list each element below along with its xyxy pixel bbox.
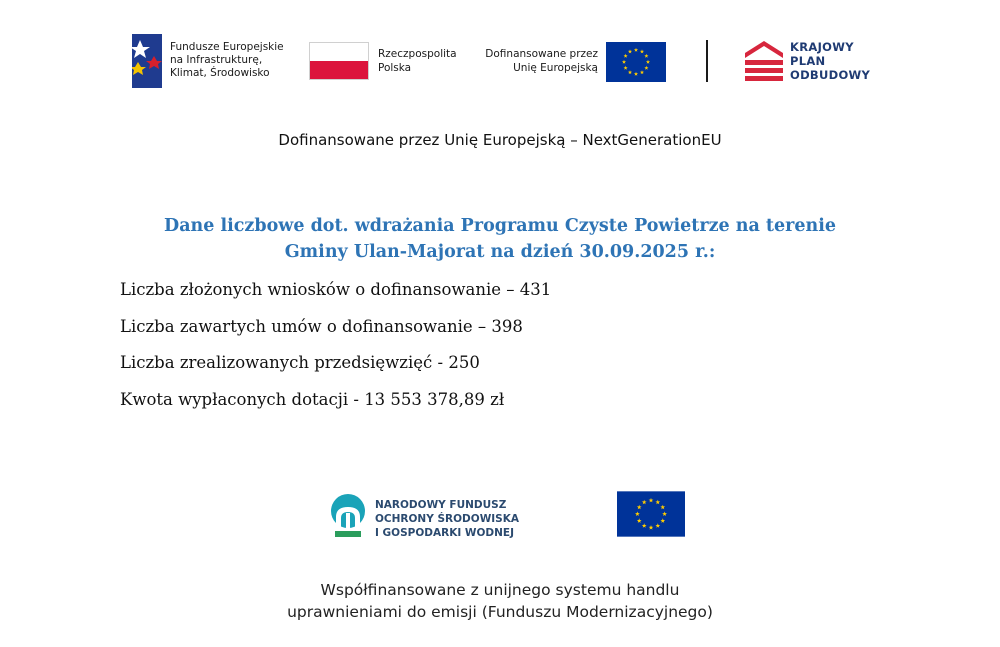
stat-grants-amount: Kwota wypłaconych dotacji - 13 553 378,89 zł xyxy=(120,390,505,409)
stat-projects: Liczba zrealizowanych przedsięwzięć - 250 xyxy=(120,353,480,372)
eu-flag-icon xyxy=(617,491,685,537)
fe-line: Klimat, Środowisko xyxy=(170,67,270,79)
rzeczpospolita-text xyxy=(378,47,457,75)
eu-line: Dofinansowane przez xyxy=(485,48,598,60)
stat-applications: Liczba złożonych wniosków o dofinansowanie – 431 xyxy=(120,280,552,299)
title-line: Dane liczbowe dot. wdrażania Programu Czyste Powietrze na terenie xyxy=(164,216,836,236)
kpo-line: ODBUDOWY xyxy=(790,68,871,82)
pl-line: Polska xyxy=(378,62,412,74)
pl-flag-white xyxy=(310,43,368,61)
footer-cofinancing-text xyxy=(0,579,1000,623)
nfos-line: NARODOWY FUNDUSZ xyxy=(375,499,507,511)
title-line: Gminy Ulan-Majorat na dzień 30.09.2025 r.: xyxy=(284,242,716,262)
eu-cofinanced-text xyxy=(483,47,598,75)
footer-line: uprawnieniami do emisji (Funduszu Modernizacyjnego) xyxy=(287,603,713,621)
footer-line: Współfinansowane z unijnego systemu handlu xyxy=(320,581,680,599)
eu-line: Unię Europejską xyxy=(513,62,598,74)
document-title xyxy=(100,213,900,265)
nextgenerationeu-line: Dofinansowane przez Unię Europejską – NextGenerationEU xyxy=(278,131,722,149)
nfosigw-logo-icon xyxy=(327,493,369,537)
pl-flag-red xyxy=(310,61,368,79)
eu-flag-icon xyxy=(606,42,666,82)
kpo-line: PLAN xyxy=(790,54,826,68)
stat-contracts: Liczba zawartych umów o dofinansowanie – 398 xyxy=(120,317,523,336)
nfos-line: OCHRONY ŚRODOWISKA xyxy=(375,513,520,525)
pl-line: Rzeczpospolita xyxy=(378,48,457,60)
polish-flag-icon xyxy=(309,42,369,80)
nfos-line: I GOSPODARKI WODNEJ xyxy=(375,527,515,539)
fe-logo-text xyxy=(170,41,284,80)
fe-line: na Infrastrukturę, xyxy=(170,54,263,66)
kpo-logo-text xyxy=(790,40,870,82)
logo-divider xyxy=(706,40,708,82)
fe-line: Fundusze Europejskie xyxy=(170,41,284,53)
kpo-line: KRAJOWY xyxy=(790,40,854,54)
nfosigw-logo-text xyxy=(375,498,519,540)
kpo-logo-icon xyxy=(745,41,783,81)
